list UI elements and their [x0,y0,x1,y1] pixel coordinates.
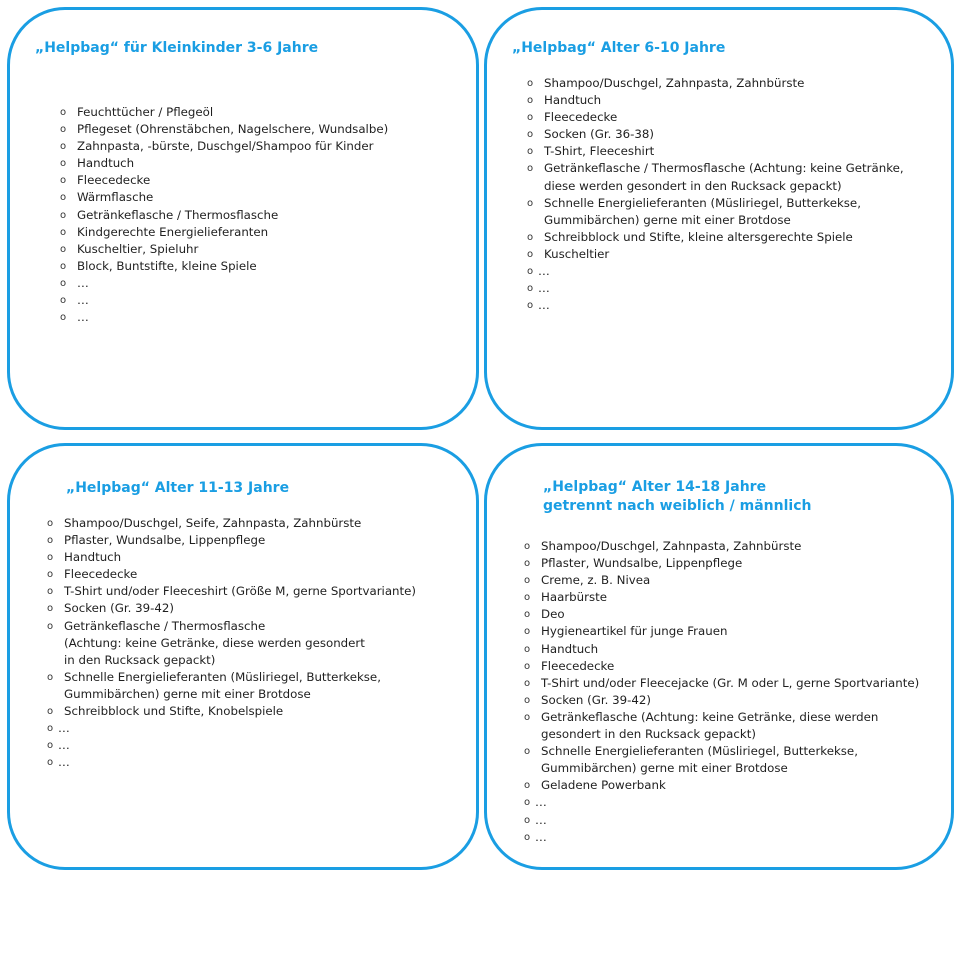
list-item [47,703,416,720]
list-item-text: … [538,264,550,279]
bullet-circle-icon: o [524,711,531,723]
list-item-text: Handtuch [64,550,122,565]
bullet-circle-icon: o [527,163,534,175]
list-item [60,104,388,121]
bullet-circle-icon: o [524,643,531,655]
bullet-circle-icon: o [524,558,531,570]
bullet-circle-icon: o [527,266,534,278]
list-item [524,589,919,606]
list-item-text: Fleecedecke [77,173,151,188]
bullet-circle-icon: o [524,626,531,638]
list-item [527,143,904,160]
list-item [524,812,919,829]
helpbag-card-11-13 [7,443,479,870]
bullet-circle-icon: o [47,552,54,564]
list-item-text: Deo [541,607,565,622]
list-item-text: … [538,281,550,296]
list-item [60,224,388,241]
bullet-circle-icon: o [60,107,67,118]
list-item [60,155,388,172]
card-title-line: „Helpbag“ Alter 11-13 Jahre [66,480,290,496]
bullet-circle-icon: o [524,541,531,552]
bullet-circle-icon: o [527,197,534,209]
bullet-circle-icon: o [60,209,67,221]
bullet-circle-icon: o [527,95,534,107]
list-item [47,566,416,583]
item-list [47,515,416,771]
list-item-text: T-Shirt und/oder Fleecejacke (Gr. M oder L, gerne Sportvariante) [541,675,920,690]
list-item-text: Kuscheltier, Spieluhr [77,241,199,256]
bullet-circle-icon: o [524,797,531,809]
card-title-line: „Helpbag“ Alter 6-10 Jahre [512,40,726,56]
list-item [47,515,416,532]
list-item-text: Schreibblock und Stifte, Knobelspiele [64,704,284,719]
list-item-text: Handtuch [544,93,602,108]
bullet-circle-icon: o [527,146,534,158]
bullet-circle-icon: o [60,175,67,187]
bullet-circle-icon: o [60,260,67,272]
helpbag-card-3-6 [7,7,479,430]
list-item [60,207,388,224]
bullet-circle-icon: o [527,129,534,141]
list-item-text: Geladene Powerbank [541,778,666,793]
list-item [47,720,416,737]
list-item [47,737,416,754]
list-item [524,572,919,589]
list-item-text: T-Shirt, Fleeceshirt [544,144,655,159]
list-item-text: Socken (Gr. 39-42) [541,692,651,707]
bullet-circle-icon: o [47,723,54,735]
list-item-text: Getränkeflasche / Thermosflasche [64,618,266,633]
bullet-circle-icon: o [524,746,531,758]
bullet-circle-icon: o [47,518,54,529]
list-item [524,675,919,692]
bullet-circle-icon: o [60,124,67,136]
list-item-text: Zahnpasta, -bürste, Duschgel/Shampoo für Kinder [77,139,374,154]
list-item-text: Handtuch [541,641,599,656]
card-title-line: „Helpbag“ für Kleinkinder 3-6 Jahre [35,40,319,56]
list-item [60,292,388,309]
list-item-text: Schreibblock und Stifte, kleine altersgerechte Spiele [544,229,853,244]
list-item-text: Hygieneartikel für junge Frauen [541,624,728,639]
list-item-text: Feuchttücher / Pflegeöl [77,105,214,119]
bullet-circle-icon: o [47,603,54,615]
bullet-circle-icon: o [47,706,54,718]
list-item [527,297,904,314]
list-item [527,280,904,297]
list-item-text: … [58,738,70,753]
bullet-circle-icon: o [47,535,54,547]
list-item [60,138,388,155]
list-item [527,229,904,246]
list-item-text: … [77,275,89,290]
helpbag-card-14-18 [484,443,954,870]
list-item [47,618,416,669]
bullet-circle-icon: o [60,277,67,289]
list-item-text: … [535,829,547,844]
list-item-text: Pflegeset (Ohrenstäbchen, Nagelschere, Wundsalbe) [77,122,389,137]
list-item-text: Schnelle Energielieferanten (Müsliriegel, Butterkekse, [544,195,861,210]
list-item [527,246,904,263]
list-item-text: Getränkeflasche / Thermosflasche (Achtung: keine Getränke, [544,161,904,176]
list-item [47,583,416,600]
list-item-text: Shampoo/Duschgel, Seife, Zahnpasta, Zahnbürste [64,516,362,530]
bullet-circle-icon: o [60,295,67,307]
list-item [47,600,416,617]
card-title [512,39,725,58]
list-item-text: Block, Buntstifte, kleine Spiele [77,258,257,273]
bullet-circle-icon: o [47,671,54,683]
list-item-text: Pflaster, Wundsalbe, Lippenpflege [64,533,266,548]
card-title [35,39,318,58]
list-item-text: Creme, z. B. Nivea [541,573,651,588]
list-item-text: Fleecedecke [541,658,615,673]
list-item [524,829,919,846]
list-item-text: Getränkeflasche (Achtung: keine Getränke, diese werden [541,709,879,724]
list-item-text: Gummibärchen) gerne mit einer Brotdose [541,761,788,776]
bullet-circle-icon: o [47,757,54,769]
list-item [60,258,388,275]
list-item [527,263,904,280]
list-item [524,794,919,811]
list-item-text: Schnelle Energielieferanten (Müsliriegel, Butterkekse, [541,744,858,759]
list-item-text: T-Shirt und/oder Fleeceshirt (Größe M, gerne Sportvariante) [64,584,417,599]
list-item-text: (Achtung: keine Getränke, diese werden gesondert [64,635,365,650]
list-item-text: … [58,721,70,736]
list-item [60,309,388,326]
bullet-circle-icon: o [527,78,534,89]
bullet-circle-icon: o [524,831,531,843]
list-item-text: Pflaster, Wundsalbe, Lippenpflege [541,556,743,571]
list-item-text: Shampoo/Duschgel, Zahnpasta, Zahnbürste [541,539,802,553]
list-item-text: … [77,310,89,325]
list-item-text: Haarbürste [541,590,608,605]
list-item [524,555,919,572]
list-item-text: Socken (Gr. 36-38) [544,127,654,142]
list-item-text: … [58,755,70,770]
bullet-circle-icon: o [60,243,67,255]
bullet-circle-icon: o [47,569,54,581]
bullet-circle-icon: o [524,592,531,604]
bullet-circle-icon: o [60,226,67,238]
list-item [524,658,919,675]
bullet-circle-icon: o [524,660,531,672]
list-item-text: … [535,795,547,810]
list-item [60,172,388,189]
list-item-text: Fleecedecke [544,110,618,125]
list-item-text: Socken (Gr. 39-42) [64,601,174,616]
list-item [47,669,416,703]
bullet-circle-icon: o [527,231,534,243]
list-item [527,75,904,92]
list-item [524,538,919,555]
list-item-text: gesondert in den Rucksack gepackt) [541,727,756,742]
list-item [524,709,919,743]
list-item-text: Getränkeflasche / Thermosflasche [77,207,279,222]
bullet-circle-icon: o [527,300,534,312]
list-item-text: Gummibärchen) gerne mit einer Brotdose [544,212,791,227]
card-title-line: getrennt nach weiblich / männlich [543,498,812,514]
list-item [524,777,919,794]
list-item-text: Fleecedecke [64,567,138,582]
bullet-circle-icon: o [524,780,531,792]
list-item [527,126,904,143]
list-item [60,189,388,206]
list-item-text: Gummibärchen) gerne mit einer Brotdose [64,686,311,701]
card-title [66,479,289,498]
bullet-circle-icon: o [60,192,67,204]
bullet-circle-icon: o [527,248,534,260]
list-item-text: Shampoo/Duschgel, Zahnpasta, Zahnbürste [544,76,805,90]
list-item [524,623,919,640]
list-item-text: … [77,293,89,308]
bullet-circle-icon: o [524,814,531,826]
list-item-text: … [535,812,547,827]
card-title [543,478,811,516]
list-item-text: Handtuch [77,156,135,171]
bullet-circle-icon: o [524,677,531,689]
list-item [524,606,919,623]
list-item-text: … [538,298,550,313]
list-item [60,275,388,292]
card-title-line: „Helpbag“ Alter 14-18 Jahre [543,479,767,495]
list-item [524,641,919,658]
list-item [60,121,388,138]
list-item [527,195,904,229]
bullet-circle-icon: o [527,283,534,295]
list-item-text: Wärmflasche [77,190,154,205]
bullet-circle-icon: o [47,740,54,752]
helpbag-card-6-10 [484,7,954,430]
bullet-circle-icon: o [47,620,54,632]
item-list [527,75,904,314]
bullet-circle-icon: o [527,112,534,124]
list-item [60,241,388,258]
list-item-text: Schnelle Energielieferanten (Müsliriegel, Butterkekse, [64,669,381,684]
bullet-circle-icon: o [524,609,531,621]
list-item [524,692,919,709]
list-item-text: Kindgerechte Energielieferanten [77,224,269,239]
bullet-circle-icon: o [47,586,54,598]
list-item [527,92,904,109]
list-item [524,743,919,777]
list-item-text: Kuscheltier [544,246,610,261]
list-item [527,109,904,126]
bullet-circle-icon: o [60,141,67,153]
list-item-text: in den Rucksack gepackt) [64,652,216,667]
list-item [47,754,416,771]
bullet-circle-icon: o [524,694,531,706]
list-item-text: diese werden gesondert in den Rucksack gepackt) [544,178,842,193]
bullet-circle-icon: o [60,312,67,324]
bullet-circle-icon: o [60,158,67,170]
item-list [60,104,388,326]
list-item [527,160,904,194]
list-item [47,549,416,566]
bullet-circle-icon: o [524,575,531,587]
item-list [524,538,919,846]
list-item [47,532,416,549]
